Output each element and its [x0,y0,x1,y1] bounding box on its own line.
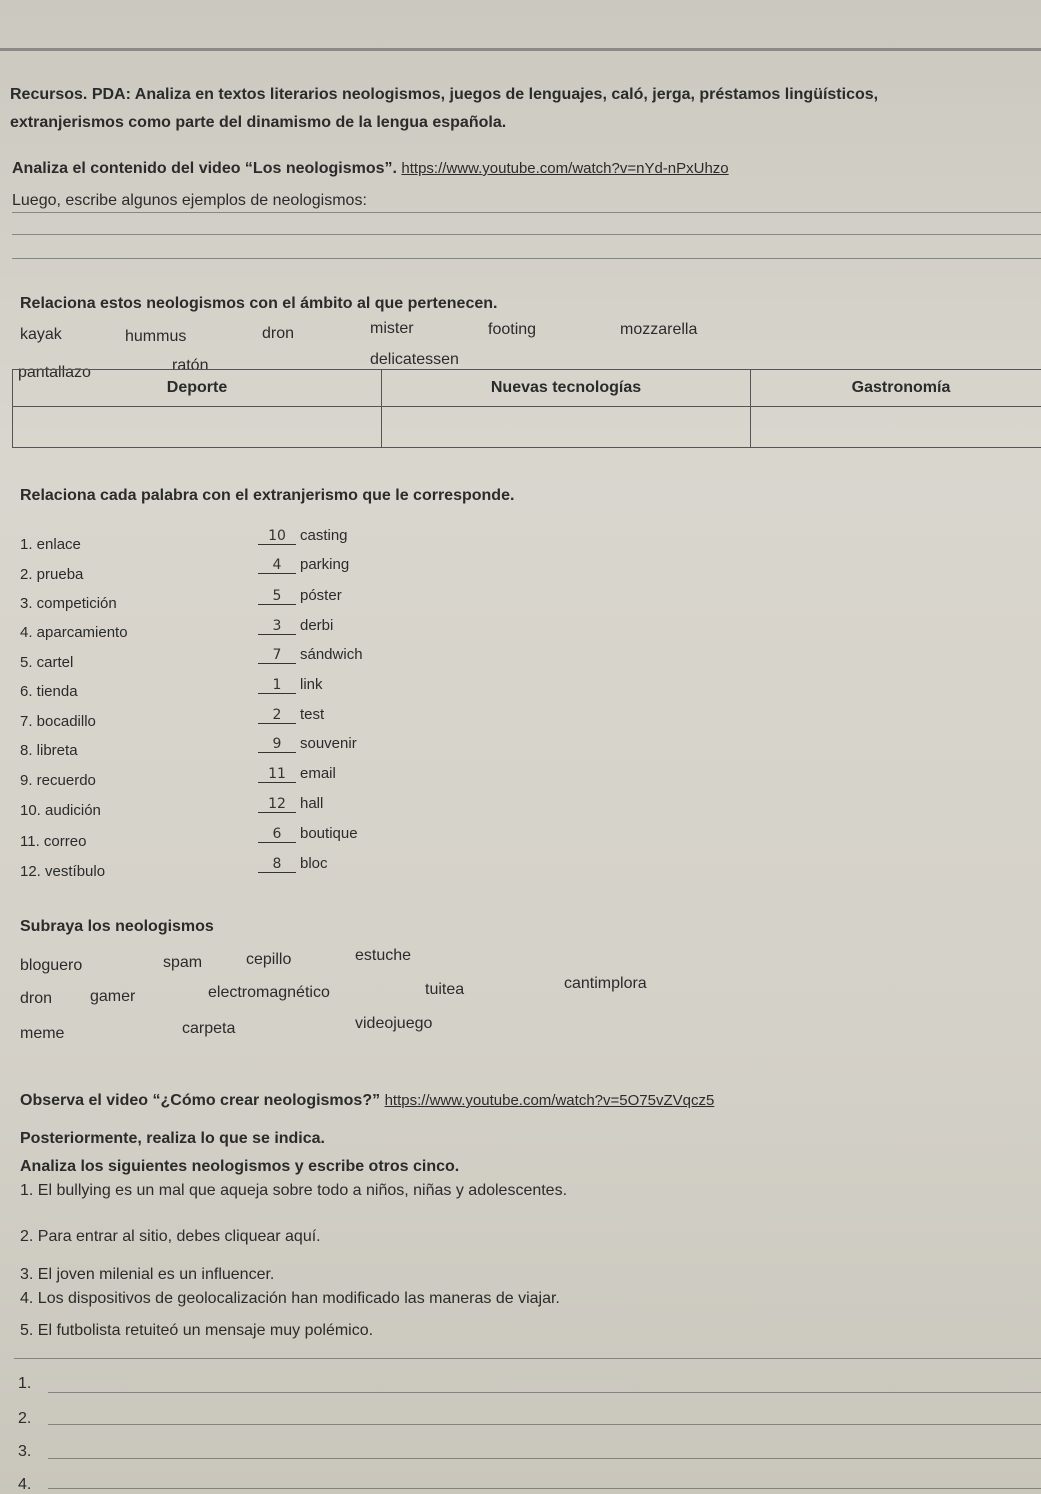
analiza-text: Analiza los siguientes neologismos y escribe otros cinco. [20,1158,460,1175]
answer-blank[interactable]: 1 [258,677,296,694]
answer-number: 3. [18,1443,32,1460]
relaciona-ambito-instruction: Relaciona estos neologismos con el ámbito al que pertenecen. [20,295,498,312]
right-item[interactable] [258,676,323,694]
word-hummus: hummus [125,328,187,345]
sentence-item: 2. Para entrar al sitio, debes cliquear aquí. [20,1228,321,1245]
right-item[interactable] [258,587,342,605]
answer-line [12,258,1041,259]
right-item[interactable] [258,795,323,813]
word-meme[interactable]: meme [20,1025,65,1042]
word-footing: footing [488,321,537,338]
ambito-table [12,369,1041,448]
right-item[interactable] [258,825,358,843]
right-word: póster [300,587,342,604]
word-electromagnetico[interactable]: electromagnético [208,984,330,1001]
right-item[interactable] [258,735,357,753]
answer-line[interactable] [48,1488,1041,1489]
right-word: email [300,765,336,782]
left-word: 9. recuerdo [20,772,96,789]
answer-blank[interactable]: 3 [258,618,296,635]
posteriormente-text: Posteriormente, realiza lo que se indica. [20,1130,325,1147]
right-item[interactable] [258,617,333,635]
answer-blank[interactable]: 11 [258,766,296,783]
word-cantimplora[interactable]: cantimplora [564,975,647,992]
word-dron[interactable]: dron [20,990,53,1007]
answer-blank[interactable]: 7 [258,647,296,664]
word-estuche[interactable]: estuche [355,947,412,964]
sentence-item: 4. Los dispositivos de geolocalización han modificado las maneras de viajar. [20,1290,560,1307]
sentence-item: 3. El joven milenial es un influencer. [20,1266,275,1283]
word-spam[interactable]: spam [163,954,203,971]
video-link-2[interactable]: https://www.youtube.com/watch?v=5O75vZVqcz5 [384,1092,715,1109]
answer-line [12,234,1041,235]
sentence-item: 5. El futbolista retuiteó un mensaje muy polémico. [20,1322,374,1339]
word-dron: dron [262,325,295,342]
left-word: 12. vestíbulo [20,863,106,880]
word-delicatessen: delicatessen [370,351,459,368]
left-word: 8. libreta [20,742,78,759]
cell-nuevas-tecnologias[interactable] [382,407,751,448]
right-word: link [300,676,323,693]
word-videojuego[interactable]: videojuego [355,1015,433,1032]
answer-blank[interactable]: 10 [258,528,296,545]
answer-blank[interactable]: 8 [258,856,296,873]
top-border-line [0,48,1041,51]
cell-deporte[interactable] [13,407,382,448]
extranjerismos-instruction: Relaciona cada palabra con el extranjerismo que le corresponde. [20,487,515,504]
right-word: sándwich [300,646,363,663]
right-word: bloc [300,855,328,872]
answer-line [14,1358,1041,1359]
word-carpeta[interactable]: carpeta [182,1020,236,1037]
answer-blank[interactable]: 6 [258,826,296,843]
answer-line[interactable] [48,1392,1041,1393]
right-word: test [300,706,325,723]
answer-line [12,212,1041,213]
word-gamer[interactable]: gamer [90,988,136,1005]
left-word: 7. bocadillo [20,713,96,730]
word-pantallazo: pantallazo [18,364,91,381]
answer-number: 1. [18,1375,32,1392]
left-word: 5. cartel [20,654,74,671]
answer-line[interactable] [48,1458,1041,1459]
word-raton: ratón [172,357,209,374]
subraya-title: Subraya los neologismos [20,918,214,935]
left-word: 3. competición [20,595,117,612]
sentence-item: 1. El bullying es un mal que aqueja sobre todo a niños, niñas y adolescentes. [20,1182,568,1199]
answer-blank[interactable]: 12 [258,796,296,813]
word-mozzarella: mozzarella [620,321,698,338]
column-gastronomia: Gastronomía [751,370,1041,407]
analiza-video-text: Analiza el contenido del video “Los neologismos”. [12,160,397,177]
word-mister: mister [370,320,414,337]
observa-text: Observa el video “¿Cómo crear neologismos?” [20,1092,381,1109]
answer-blank[interactable]: 2 [258,707,296,724]
right-item[interactable] [258,646,363,664]
answer-number: 4. [18,1476,32,1493]
column-deporte: Deporte [13,370,382,407]
right-word: derbi [300,617,334,634]
right-item[interactable] [258,765,336,783]
right-item[interactable] [258,855,328,873]
word-kayak: kayak [20,326,62,343]
answer-blank[interactable]: 9 [258,736,296,753]
answer-blank[interactable]: 5 [258,588,296,605]
right-item[interactable] [258,556,349,574]
right-item[interactable] [258,706,324,724]
video-link-1[interactable]: https://www.youtube.com/watch?v=nYd-nPxUhzo [401,160,729,177]
cell-gastronomia[interactable] [751,407,1041,448]
answer-blank[interactable]: 4 [258,557,296,574]
word-cepillo[interactable]: cepillo [246,951,292,968]
left-word: 6. tienda [20,683,78,700]
recursos-text-2: extranjerismos como parte del dinamismo de la lengua española. [10,114,507,131]
right-word: boutique [300,825,358,842]
left-word: 1. enlace [20,536,81,553]
right-word: souvenir [300,735,357,752]
right-word: hall [300,795,324,812]
left-word: 10. audición [20,802,101,819]
word-bloguero[interactable]: bloguero [20,957,83,974]
recursos-text: Recursos. PDA: Analiza en textos literarios neologismos, juegos de lenguajes, caló, jerga, préstamos lingüísticos, [10,86,879,103]
left-word: 11. correo [20,833,87,850]
left-word: 4. aparcamiento [20,624,128,641]
right-item[interactable] [258,527,348,545]
right-word: parking [300,556,350,573]
right-word: casting [300,527,348,544]
answer-number: 2. [18,1410,32,1427]
answer-line[interactable] [48,1424,1041,1425]
luego-text: Luego, escribe algunos ejemplos de neologismos: [12,192,367,209]
left-word: 2. prueba [20,566,84,583]
word-tuitea[interactable]: tuitea [425,981,465,998]
column-nuevas-tecnologias: Nuevas tecnologías [382,370,751,407]
